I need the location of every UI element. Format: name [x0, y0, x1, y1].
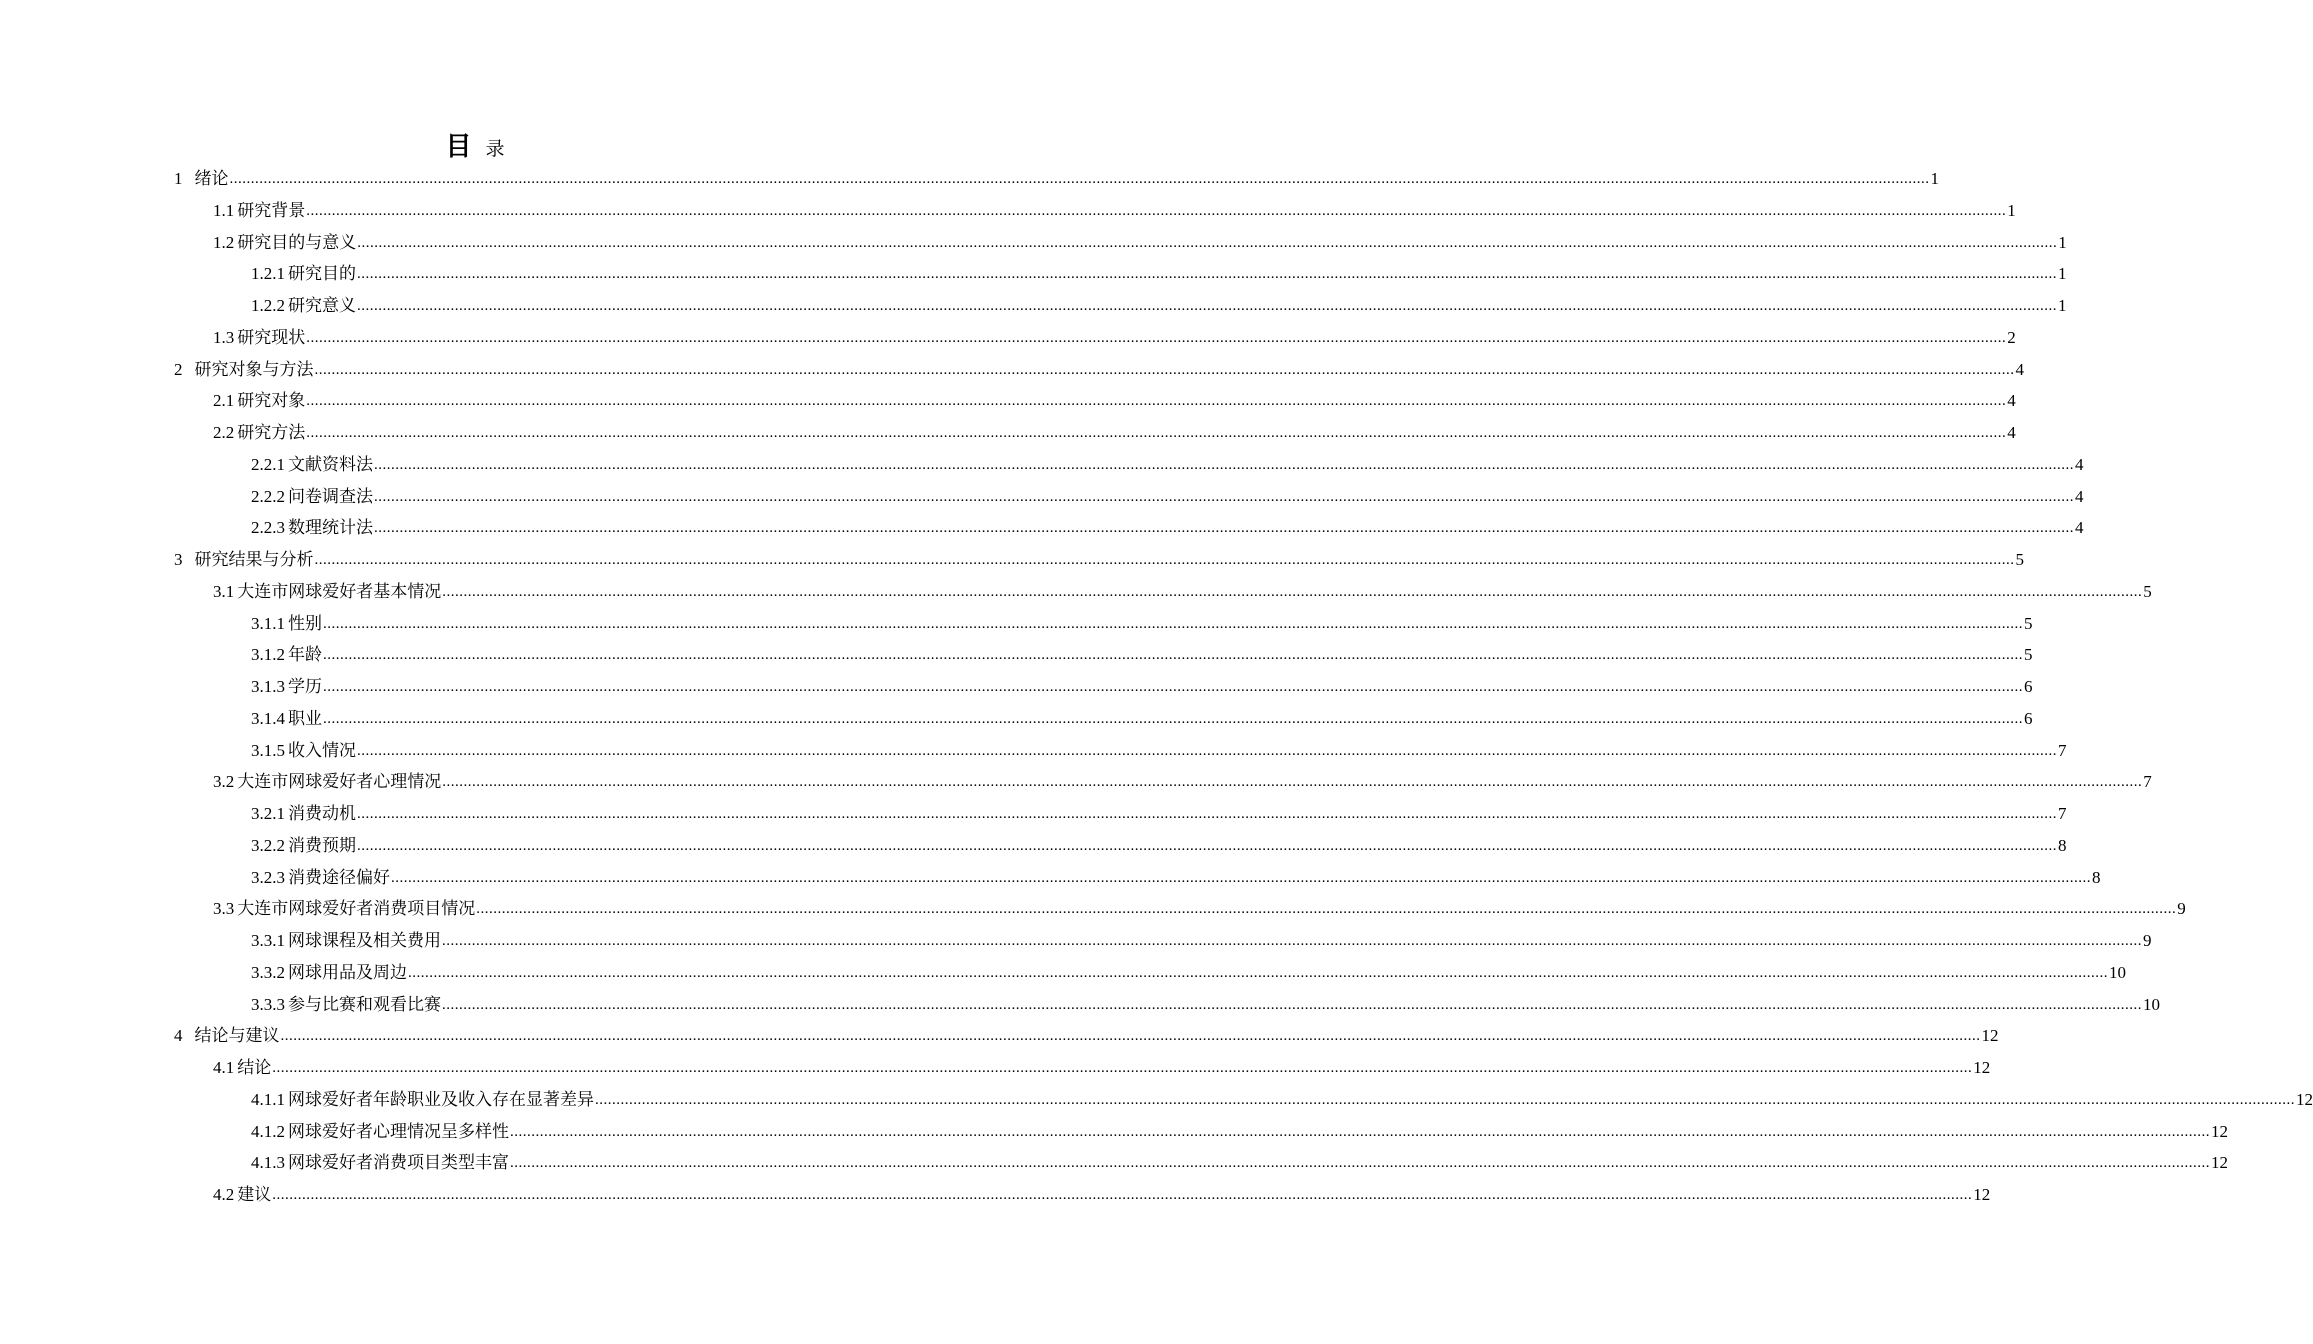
toc-entry[interactable] — [251, 703, 2033, 735]
toc-entry-label — [213, 227, 356, 259]
toc-entry-label — [174, 354, 314, 386]
toc-dot-leader: ................................................................................................................................................................................................................................................................................................................................................................................................................ — [595, 1091, 2295, 1108]
toc-entry-label — [251, 862, 390, 894]
toc-dot-leader: ................................................................................................................................................................................................................................................................................................................................................................................................................ — [357, 806, 2057, 822]
toc-entry-number: 3.1.1 — [251, 613, 285, 633]
toc-entry-number: 3.3.1 — [251, 931, 285, 950]
toc-entry-label — [213, 576, 441, 608]
toc-dot-leader: ................................................................................................................................................................................................................................................................................................................................................................................................................ — [357, 266, 2057, 283]
toc-entry-label — [251, 671, 322, 703]
toc-entry-number: 3.3.3 — [251, 994, 285, 1014]
toc-entry-number: 4.1.1 — [251, 1089, 285, 1109]
toc-entry-number: 2 — [174, 359, 183, 379]
toc-dot-leader: ................................................................................................................................................................................................................................................................................................................................................................................................................ — [442, 774, 2143, 791]
toc-entry[interactable] — [213, 417, 2016, 449]
toc-entry-label — [174, 163, 229, 195]
toc-entry-number: 4.1 — [213, 1058, 235, 1077]
toc-dot-leader: ................................................................................................................................................................................................................................................................................................................................................................................................................ — [442, 583, 2143, 600]
toc-entry-number: 2.1 — [213, 391, 235, 411]
toc-dot-leader: ................................................................................................................................................................................................................................................................................................................................................................................................................ — [374, 520, 2074, 537]
toc-entry-number: 3.3.2 — [251, 962, 285, 982]
toc-entry-text: 研究方法 — [237, 423, 306, 442]
toc-entry[interactable] — [251, 989, 2160, 1021]
toc-entry-text: 研究背景 — [237, 200, 306, 220]
toc-entry-number: 1.2.1 — [251, 264, 285, 284]
toc-entry-number: 1.2 — [213, 232, 235, 252]
toc-entry-page: 4 — [2007, 423, 2016, 442]
title-char-2: 录 — [485, 138, 505, 160]
toc-entry-text: 文献资料法 — [288, 454, 373, 474]
toc-entry-page: 6 — [2024, 677, 2033, 696]
toc-entry-page: 10 — [2143, 994, 2160, 1014]
toc-entry-text: 职业 — [288, 708, 322, 728]
toc-dot-leader: ................................................................................................................................................................................................................................................................................................................................................................................................................ — [306, 393, 2007, 410]
toc-dot-leader: ................................................................................................................................................................................................................................................................................................................................................................................................................ — [442, 996, 2142, 1013]
toc-entry-text: 数理统计法 — [288, 518, 373, 538]
toc-entry-number: 3.1.2 — [251, 645, 285, 665]
toc-entry[interactable] — [213, 576, 2152, 608]
toc-dot-leader: ................................................................................................................................................................................................................................................................................................................................................................................................................ — [272, 1060, 1973, 1076]
toc-entry[interactable] — [251, 830, 2067, 862]
toc-entry-text: 网球爱好者消费项目类型丰富 — [288, 1153, 509, 1173]
toc-entry-text: 网球用品及周边 — [288, 962, 407, 982]
toc-entry[interactable] — [174, 1020, 1999, 1052]
toc-entry-label — [174, 544, 314, 576]
toc-entry-label — [251, 481, 373, 513]
toc-entry-text: 大连市网球爱好者消费项目情况 — [237, 899, 476, 919]
toc-entry[interactable] — [251, 1116, 2228, 1148]
toc-entry-label — [213, 195, 305, 227]
toc-entry-page: 5 — [2143, 581, 2152, 601]
toc-entry-page: 7 — [2058, 740, 2067, 760]
toc-entry-text: 结论与建议 — [194, 1026, 280, 1046]
toc-entry-label — [213, 766, 441, 798]
toc-entry-text: 消费预期 — [288, 835, 356, 855]
toc-entry-page: 4 — [2015, 359, 2024, 379]
toc-entry[interactable] — [251, 1147, 2228, 1179]
toc-entry-page: 1 — [2058, 264, 2067, 284]
toc-entry[interactable] — [251, 608, 2033, 640]
toc-entry[interactable] — [213, 195, 2016, 227]
toc-entry-label — [251, 735, 356, 767]
toc-entry-number: 1.2.2 — [251, 296, 285, 315]
toc-entry-text: 大连市网球爱好者心理情况 — [237, 772, 442, 792]
toc-entry-label — [251, 703, 322, 735]
toc-entry-label — [251, 290, 356, 322]
toc-entry[interactable] — [251, 481, 2084, 513]
toc-entry[interactable] — [251, 957, 2126, 989]
toc-dot-leader: ................................................................................................................................................................................................................................................................................................................................................................................................................ — [272, 1187, 1973, 1203]
toc-dot-leader: ................................................................................................................................................................................................................................................................................................................................................................................................................ — [323, 647, 2023, 664]
toc-entry-number: 3.3 — [213, 899, 235, 919]
toc-entry-text: 研究对象 — [237, 391, 306, 411]
toc-dot-leader: ................................................................................................................................................................................................................................................................................................................................................................................................................ — [314, 361, 2015, 378]
toc-entry-page: 4 — [2075, 518, 2084, 538]
toc-entry[interactable] — [251, 1084, 2313, 1116]
toc-entry[interactable] — [213, 385, 2016, 417]
toc-entry-number: 1 — [174, 169, 183, 188]
toc-dot-leader: ................................................................................................................................................................................................................................................................................................................................................................................................................ — [476, 901, 2177, 918]
toc-dot-leader: ................................................................................................................................................................................................................................................................................................................................................................................................................ — [357, 234, 2058, 251]
toc-entry-label — [174, 1020, 280, 1052]
toc-entry-number: 3.1.3 — [251, 677, 285, 696]
toc-entry-label — [251, 512, 373, 544]
toc-entry[interactable] — [251, 862, 2101, 894]
toc-entry-page: 8 — [2058, 835, 2067, 855]
toc-entry-number: 2.2.3 — [251, 518, 285, 538]
toc-entry[interactable] — [251, 258, 2067, 290]
toc-entry-text: 网球爱好者年龄职业及收入存在显著差异 — [288, 1089, 594, 1109]
toc-entry-label — [213, 1179, 271, 1211]
toc-entry-number: 4 — [174, 1026, 183, 1046]
toc-entry-label — [251, 798, 356, 830]
toc-entry-number: 1.1 — [213, 200, 235, 220]
toc-entry-text: 问卷调查法 — [288, 486, 373, 506]
toc-entry-page: 5 — [2024, 613, 2033, 633]
toc-entry[interactable] — [174, 163, 1939, 195]
toc-dot-leader: ................................................................................................................................................................................................................................................................................................................................................................................................................ — [374, 456, 2074, 473]
toc-dot-leader: ................................................................................................................................................................................................................................................................................................................................................................................................................ — [323, 710, 2023, 727]
page-title — [0, 126, 950, 163]
toc-entry-number: 4.1.2 — [251, 1121, 285, 1141]
toc-dot-leader: ................................................................................................................................................................................................................................................................................................................................................................................................................ — [408, 964, 2108, 981]
toc-entry[interactable] — [213, 893, 2186, 925]
toc-dot-leader: ................................................................................................................................................................................................................................................................................................................................................................................................................ — [357, 742, 2057, 759]
toc-entry-page: 8 — [2092, 867, 2101, 887]
toc-dot-leader: ................................................................................................................................................................................................................................................................................................................................................................................................................ — [442, 933, 2142, 949]
title-char-1: 目 — [445, 132, 472, 162]
toc-entry-label — [213, 385, 305, 417]
toc-entry-text: 消费动机 — [288, 804, 356, 823]
toc-entry-text: 研究结果与分析 — [194, 550, 314, 569]
toc-dot-leader: ................................................................................................................................................................................................................................................................................................................................................................................................................ — [357, 298, 2057, 314]
toc-entry-text: 收入情况 — [288, 740, 356, 760]
toc-dot-leader: ................................................................................................................................................................................................................................................................................................................................................................................................................ — [391, 869, 2091, 886]
toc-entry-page: 9 — [2143, 931, 2152, 950]
toc-entry-number: 3.2 — [213, 772, 235, 792]
toc-entry[interactable] — [251, 925, 2152, 957]
toc-entry-page: 12 — [2296, 1089, 2313, 1109]
toc-entry-text: 网球课程及相关费用 — [288, 931, 441, 950]
toc-dot-leader: ................................................................................................................................................................................................................................................................................................................................................................................................................ — [323, 679, 2023, 695]
toc-dot-leader: ................................................................................................................................................................................................................................................................................................................................................................................................................ — [306, 425, 2007, 441]
toc-entry-label — [251, 830, 356, 862]
toc-entry-text: 学历 — [288, 677, 322, 696]
toc-entry-number: 1.3 — [213, 327, 235, 347]
toc-entry-text: 研究目的 — [288, 264, 356, 284]
toc-entry-label — [251, 1116, 509, 1148]
toc-entry-text: 参与比赛和观看比赛 — [288, 994, 441, 1014]
toc-dot-leader: ................................................................................................................................................................................................................................................................................................................................................................................................................ — [314, 552, 2015, 568]
toc-entry[interactable] — [213, 1052, 1991, 1084]
toc-entry-number: 2.2.1 — [251, 454, 285, 474]
toc-dot-leader: ................................................................................................................................................................................................................................................................................................................................................................................................................ — [229, 171, 1930, 187]
toc-entry[interactable] — [251, 639, 2033, 671]
toc-entry-page: 10 — [2109, 962, 2126, 982]
toc-dot-leader: ................................................................................................................................................................................................................................................................................................................................................................................................................ — [510, 1123, 2210, 1140]
toc-entry-number: 4.2 — [213, 1185, 235, 1204]
toc-entry-text: 研究目的与意义 — [237, 232, 357, 252]
toc-entry-page: 12 — [1981, 1026, 1999, 1046]
toc-entry[interactable] — [174, 354, 2024, 386]
toc-entry-text: 消费途径偏好 — [288, 867, 390, 887]
toc-entry-label — [251, 608, 322, 640]
toc-dot-leader: ................................................................................................................................................................................................................................................................................................................................................................................................................ — [357, 837, 2057, 854]
toc-entry-text: 大连市网球爱好者基本情况 — [237, 581, 442, 601]
toc-entry-label — [213, 1052, 271, 1084]
toc-entry-page: 6 — [2024, 708, 2033, 728]
toc-entry-page: 1 — [2058, 296, 2067, 315]
toc-entry-number: 3.1.4 — [251, 708, 285, 728]
toc-entry-number: 3.1.5 — [251, 740, 285, 760]
toc-entry-page: 1 — [1930, 169, 1939, 188]
toc-entry[interactable] — [251, 512, 2084, 544]
toc-entry[interactable] — [213, 322, 2016, 354]
toc-entry-number: 3.2.3 — [251, 867, 285, 887]
toc-entry[interactable] — [251, 798, 2067, 830]
toc-entry-text: 网球爱好者心理情况呈多样性 — [288, 1121, 509, 1141]
toc-entry-label — [251, 925, 441, 957]
toc-entry-page: 12 — [2211, 1121, 2228, 1141]
toc-entry-page: 9 — [2177, 899, 2186, 919]
toc-entry-label — [251, 1084, 594, 1116]
toc-entry-label — [213, 322, 305, 354]
toc-dot-leader: ................................................................................................................................................................................................................................................................................................................................................................................................................ — [280, 1028, 1981, 1045]
toc-entry-page: 12 — [1973, 1185, 1991, 1204]
toc-entry-label — [213, 417, 305, 449]
toc-entry-text: 性别 — [288, 613, 322, 633]
toc-entry-text: 建议 — [237, 1185, 272, 1204]
toc-entry-number: 3 — [174, 550, 183, 569]
toc-entry-label — [251, 957, 407, 989]
toc-entry-page: 12 — [1973, 1058, 1991, 1077]
toc-entry-page: 4 — [2007, 391, 2016, 411]
toc-entry-number: 2.2.2 — [251, 486, 285, 506]
toc-entry[interactable] — [251, 671, 2033, 703]
toc-entry-number: 3.2.2 — [251, 835, 285, 855]
toc-entry-page: 2 — [2007, 327, 2016, 347]
toc-entry[interactable] — [213, 1179, 1991, 1211]
toc-entry-text: 研究意义 — [288, 296, 356, 315]
toc-entry[interactable] — [213, 766, 2152, 798]
toc-entry-label — [251, 1147, 509, 1179]
toc-entry-text: 绪论 — [194, 169, 229, 188]
toc-dot-leader: ................................................................................................................................................................................................................................................................................................................................................................................................................ — [306, 202, 2007, 219]
toc-entry-text: 年龄 — [288, 645, 322, 665]
toc-entry[interactable] — [251, 449, 2084, 481]
toc-entry-label — [251, 989, 441, 1021]
toc-entry-number: 2.2 — [213, 423, 235, 442]
toc-entry-text: 结论 — [237, 1058, 272, 1077]
toc-entry-text: 研究现状 — [237, 327, 306, 347]
toc-dot-leader: ................................................................................................................................................................................................................................................................................................................................................................................................................ — [510, 1155, 2210, 1172]
toc-entry[interactable] — [174, 544, 2024, 576]
toc-entry-number: 3.1 — [213, 581, 235, 601]
toc-entry-page: 7 — [2143, 772, 2152, 792]
toc-entry-page: 5 — [2024, 645, 2033, 665]
toc-entry-page: 7 — [2058, 804, 2067, 823]
toc-entry-label — [213, 893, 475, 925]
toc-dot-leader: ................................................................................................................................................................................................................................................................................................................................................................................................................ — [374, 488, 2074, 505]
toc-entry-label — [251, 258, 356, 290]
toc-dot-leader: ................................................................................................................................................................................................................................................................................................................................................................................................................ — [323, 615, 2023, 632]
toc-entry-page: 4 — [2075, 454, 2084, 474]
toc-entry-page: 5 — [2015, 550, 2024, 569]
toc-entry-label — [251, 449, 373, 481]
toc-entry-label — [251, 639, 322, 671]
toc-entry-number: 4.1.3 — [251, 1153, 285, 1173]
toc-entry-text: 研究对象与方法 — [194, 359, 314, 379]
toc-entry[interactable] — [251, 735, 2067, 767]
toc-entry-page: 12 — [2211, 1153, 2228, 1173]
toc-entry-page: 4 — [2075, 486, 2084, 506]
toc-entry-page: 1 — [2058, 232, 2067, 252]
toc-entry[interactable] — [251, 290, 2067, 322]
toc-dot-leader: ................................................................................................................................................................................................................................................................................................................................................................................................................ — [306, 329, 2007, 346]
toc-entry-page: 1 — [2007, 200, 2016, 220]
toc-entry-number: 3.2.1 — [251, 804, 285, 823]
toc-entry[interactable] — [213, 227, 2067, 259]
